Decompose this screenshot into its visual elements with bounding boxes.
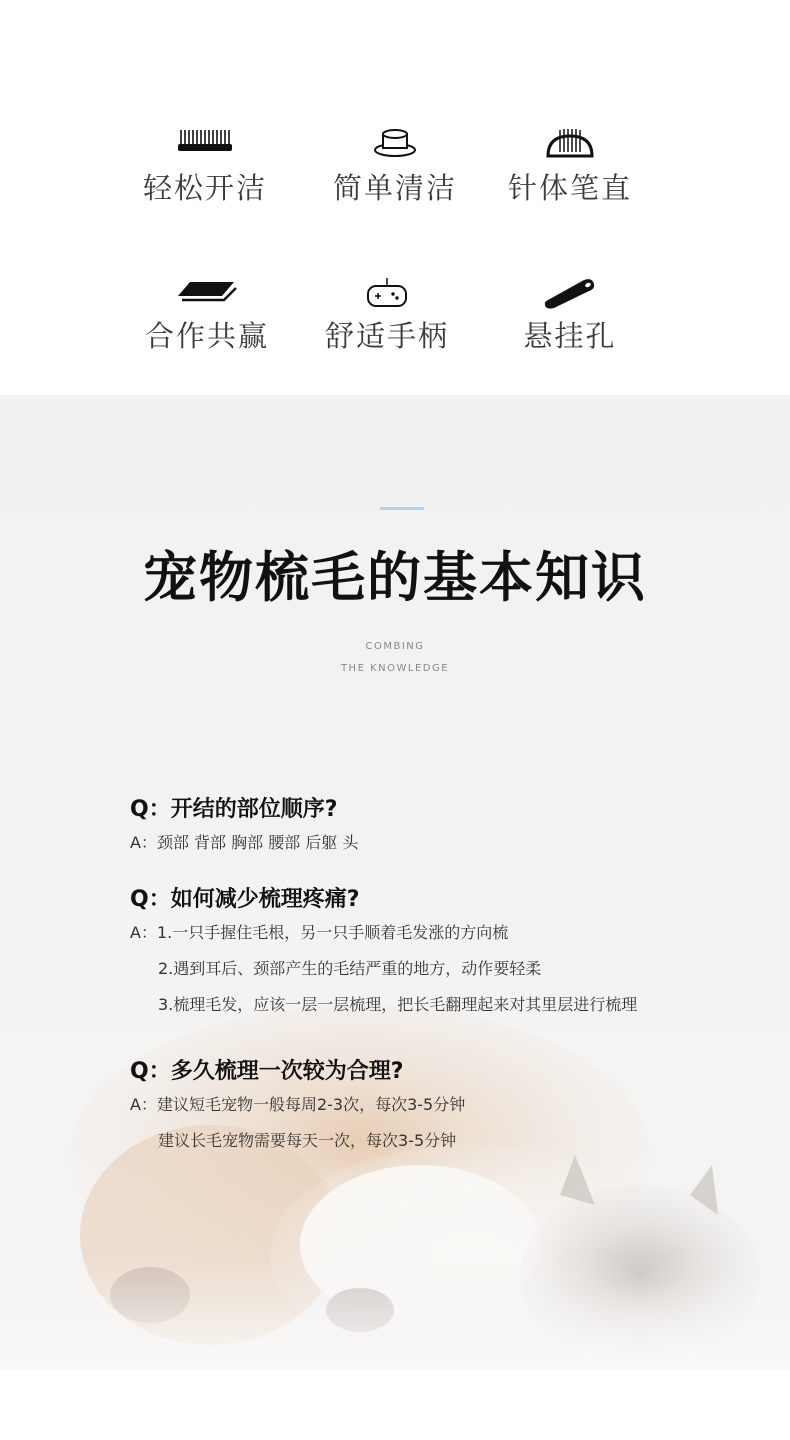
section-subtitle: COMBING (365, 641, 425, 652)
brush-bristles-icon (480, 128, 660, 168)
answer-text: A：建议短毛宠物一般每周2-3次，每次3-5分钟 (130, 1095, 466, 1114)
qa-item (130, 795, 750, 861)
feature-item (305, 128, 485, 206)
answer-text: 2.遇到耳后、颈部产生的毛结严重的地方，动作要轻柔 (158, 959, 542, 978)
comb-icon (115, 128, 295, 168)
feature-item (115, 128, 295, 206)
feature-label: 轻松开洁 (142, 171, 267, 205)
answer-text: 3.梳理毛发，应该一层一层梳理，把长毛翻理起来对其里层进行梳理 (158, 995, 638, 1014)
feature-label: 针体笔直 (507, 171, 632, 205)
qa-item (130, 1057, 750, 1159)
feature-item (297, 276, 477, 354)
feature-item (480, 276, 660, 354)
knowledge-section (0, 395, 790, 1370)
feature-label: 合作共赢 (144, 319, 269, 353)
feature-item (480, 128, 660, 206)
footer-spacer (0, 1370, 790, 1440)
question-text: Q：多久梳理一次较为合理? (130, 1059, 404, 1084)
question-text: Q：如何减少梳理疼痛? (130, 887, 360, 912)
hanging-hole-icon (480, 276, 660, 316)
feature-label: 简单清洁 (332, 171, 457, 205)
answer-text: A：1.一只手握住毛根，另一只手顺着毛发涨的方向梳 (130, 923, 509, 942)
section-title: 宠物梳毛的基本知识 (143, 546, 647, 609)
question-text: Q：开结的部位顺序? (130, 797, 338, 822)
feature-label: 舒适手柄 (324, 319, 449, 353)
gamepad-handle-icon (297, 276, 477, 316)
layered-plates-icon (117, 276, 297, 316)
feature-item (117, 276, 297, 354)
feature-label: 悬挂孔 (523, 319, 617, 353)
stacked-disc-icon (305, 128, 485, 168)
answer-text: 建议长毛宠物需要每天一次，每次3-5分钟 (158, 1131, 457, 1150)
qa-item (130, 885, 750, 1023)
accent-bar (380, 507, 424, 510)
answer-text: A：颈部 背部 胸部 腰部 后躯 头 (130, 833, 359, 852)
section-subtitle: THE KNOWLEDGE (340, 663, 450, 674)
features-section (0, 0, 790, 395)
